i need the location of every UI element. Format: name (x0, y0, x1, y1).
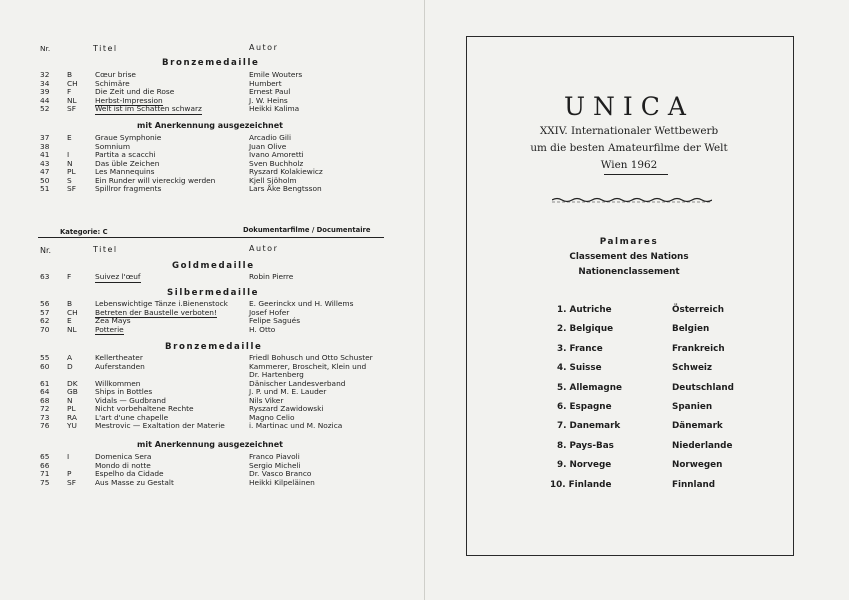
anerkennung-heading: mit Anerkennung ausgezeichnet (137, 121, 283, 130)
country-code: E (67, 316, 72, 325)
film-title: Willkommen (95, 378, 141, 388)
film-author: Kjell Sjöholm (249, 175, 297, 185)
country-code: CH (67, 78, 78, 88)
film-number: 50 (40, 175, 50, 185)
country-code: PL (67, 404, 76, 413)
col-header-nr: Nr. (40, 44, 51, 53)
film-number: 64 (40, 387, 50, 396)
rank-nation-de: Deutschland (672, 382, 734, 393)
category-label: Kategorie: C (60, 228, 108, 236)
film-number: 72 (40, 404, 50, 413)
film-title: Zea Mays (95, 316, 131, 325)
film-number: 52 (40, 104, 50, 113)
anerkennung-heading-2: mit Anerkennung ausgezeichnet (137, 440, 283, 449)
film-title: Kellertheater (95, 353, 143, 362)
film-author: Ernest Paul (249, 87, 291, 96)
film-author: Dr. Hartenberg (249, 370, 304, 379)
film-number: 68 (40, 395, 50, 405)
country-code: N (67, 395, 73, 405)
film-title: Suivez l'œuf (95, 272, 141, 281)
film-author: Juan Olive (249, 141, 287, 151)
film-author: Friedl Bohusch und Otto Schuster (249, 353, 373, 362)
country-code: CH (67, 307, 78, 317)
country-code: SF (67, 477, 76, 487)
film-number: 66 (40, 460, 50, 470)
rank-nation-fr: 5. Allemagne (557, 382, 622, 393)
award-heading-bronze: Bronzemedaille (162, 58, 260, 68)
palmares-heading: Palmares (599, 237, 659, 247)
film-author: E. Geerinckx und H. Willems (249, 299, 354, 308)
film-number: 43 (40, 158, 50, 168)
col-header-autor-2: Autor (249, 244, 279, 253)
film-author: H. Otto (249, 324, 276, 334)
rank-nation-fr: 9. Norvege (557, 460, 612, 471)
film-title: Les Mannequins (95, 167, 155, 176)
film-number: 38 (40, 141, 50, 151)
rank-nation-fr: 7. Danemark (557, 421, 621, 432)
rank-nation-fr: 1. Autriche (557, 305, 612, 315)
film-title: Das üble Zeichen (95, 158, 160, 168)
palmares-subheading-fr: Classement des Nations (569, 252, 689, 262)
film-title: Betreten der Baustelle verboten! (95, 307, 217, 317)
film-author: Dr. Vasco Branco (249, 469, 312, 478)
film-author: Arcadio Gili (249, 133, 292, 142)
film-author: Nils Viker (249, 395, 284, 405)
film-title: Ships in Bottles (95, 387, 153, 396)
country-code: I (67, 452, 70, 461)
country-code: PL (67, 167, 76, 176)
rank-nation-de: Schweiz (672, 363, 713, 374)
film-number: 75 (40, 477, 50, 487)
film-number: 60 (40, 361, 50, 371)
col-header-titel: Titel (93, 44, 118, 53)
film-number: 32 (40, 70, 50, 79)
film-author: Josef Hofer (249, 307, 290, 317)
country-code: F (67, 272, 72, 281)
category-rule (38, 237, 384, 238)
film-author: Robin Pierre (249, 272, 294, 281)
unica-title: UNICA (563, 92, 694, 121)
rank-nation-de: Dänemark (672, 421, 723, 432)
film-title: Auferstanden (95, 361, 145, 371)
rank-nation-fr: 4. Suisse (557, 363, 602, 374)
film-author: Magno Celio (249, 412, 295, 422)
rank-nation-fr: 8. Pays-Bas (557, 440, 614, 451)
film-author: Kammerer, Broscheit, Klein und (249, 361, 367, 371)
film-title: Nicht vorbehaltene Rechte (95, 404, 194, 413)
country-code: N (67, 158, 73, 168)
film-number: 57 (40, 307, 50, 317)
award-heading-silver: Silbermedaille (167, 288, 260, 298)
country-code: NL (67, 324, 77, 334)
film-number: 65 (40, 452, 50, 461)
film-number: 76 (40, 421, 50, 430)
country-code: I (67, 150, 70, 159)
film-number: 70 (40, 324, 50, 334)
film-author: Humbert (249, 78, 282, 88)
rank-nation-de: Finnland (672, 479, 716, 490)
film-author: Felipe Sagués (249, 316, 301, 325)
rank-nation-de: Frankreich (672, 343, 725, 354)
country-code: B (67, 70, 73, 79)
category-name: Dokumentarfilme / Documentaire (243, 226, 371, 234)
film-title: Espelho da Cidade (95, 469, 164, 478)
country-code: P (67, 469, 72, 478)
film-author: Dänischer Landesverband (249, 378, 346, 388)
film-author: Ryszard Zawidowski (249, 404, 324, 413)
country-code: D (67, 361, 73, 371)
film-author: Ivano Amoretti (249, 150, 304, 159)
film-number: 73 (40, 412, 50, 422)
film-title: Welt ist im Schatten schwarz (95, 104, 202, 113)
film-title: Potterie (95, 324, 124, 334)
film-title: Aus Masse zu Gestalt (95, 477, 174, 487)
film-title: Mestrovic — Exaltation der Materie (95, 421, 225, 430)
film-title: Spillror fragments (95, 184, 162, 193)
film-author: Franco Piavoli (249, 452, 300, 461)
rank-nation-fr: 2. Belgique (557, 324, 614, 335)
col-header-autor: Autor (249, 43, 279, 52)
film-author: J. P. und M. E. Lauder (249, 387, 327, 396)
film-number: 44 (40, 95, 50, 105)
film-number: 34 (40, 78, 50, 88)
film-author: Emile Wouters (249, 70, 303, 79)
col-header-nr-2: Nr. (40, 246, 52, 255)
film-author: Lars Åke Bengtsson (249, 184, 322, 193)
country-code: A (67, 353, 73, 362)
film-title: Mondo di notte (95, 460, 151, 470)
subtitle-line2: um die besten Amateurfilme der Welt (530, 142, 728, 154)
rank-nation-de: Niederlande (672, 440, 733, 451)
country-code: S (67, 175, 72, 185)
film-number: 37 (40, 133, 50, 142)
country-code: SF (67, 104, 76, 113)
film-title: Lebenswichtige Tänze i.Bienenstock (95, 299, 228, 308)
rank-nation-de: Belgien (672, 324, 710, 335)
award-heading-gold: Goldmedaille (172, 261, 255, 271)
film-title: Die Zeit und die Rose (95, 87, 175, 96)
rank-nation-fr: 6. Espagne (557, 402, 612, 412)
film-title: L'art d'une chapelle (95, 412, 169, 422)
country-code: RA (67, 412, 77, 422)
film-title: Somnium (95, 141, 131, 151)
country-code: F (67, 87, 72, 96)
country-code: B (67, 299, 73, 308)
country-code: YU (67, 421, 77, 430)
country-code: NL (67, 95, 77, 105)
film-number: 51 (40, 184, 50, 193)
film-number: 56 (40, 299, 50, 308)
award-heading-bronze-2: Bronzemedaille (165, 342, 263, 352)
rank-nation-de: Österreich (672, 305, 725, 315)
film-title: Schimäre (95, 78, 130, 88)
page-fold (424, 0, 425, 600)
film-author: J. W. Heins (249, 95, 288, 105)
film-title: Herbst-Impression (95, 95, 163, 105)
rank-nation-fr: 10. Finlande (550, 479, 612, 490)
film-author: Heikki Kilpeläinen (249, 477, 315, 487)
film-title: Graue Symphonie (95, 133, 162, 142)
rank-nation-fr: 3. France (557, 343, 603, 354)
film-number: 61 (40, 378, 50, 388)
year-underline (604, 174, 668, 175)
country-code: E (67, 133, 72, 142)
film-number: 55 (40, 353, 50, 362)
film-author: Heikki Kalima (249, 104, 300, 113)
palmares-subheading-de: Nationenclassement (578, 267, 680, 277)
film-author: Sven Buchholz (249, 158, 304, 168)
film-title: Cœur brise (95, 70, 136, 79)
col-header-titel-2: Titel (93, 245, 118, 254)
rank-nation-de: Spanien (672, 402, 713, 412)
ornament-rule (552, 196, 712, 206)
film-number: 71 (40, 469, 50, 478)
country-code: DK (67, 378, 78, 388)
film-title: Domenica Sera (95, 452, 152, 461)
film-number: 41 (40, 150, 50, 159)
film-number: 47 (40, 167, 50, 176)
film-title: Partita a scacchi (95, 150, 156, 159)
rank-nation-de: Norwegen (672, 460, 723, 471)
subtitle-line3: Wien 1962 (600, 159, 658, 171)
country-code: GB (67, 387, 78, 396)
country-code: SF (67, 184, 76, 193)
film-number: 39 (40, 87, 50, 96)
film-author: Ryszard Kolakiewicz (249, 167, 323, 176)
film-title: Ein Runder will viereckig werden (95, 175, 216, 185)
film-author: Sergio Micheli (249, 460, 301, 470)
film-title: Vidals — Gudbrand (95, 395, 166, 405)
film-number: 63 (40, 272, 50, 281)
film-author: i. Martinac und M. Nozica (249, 421, 343, 430)
film-number: 62 (40, 316, 50, 325)
subtitle-line1: XXIV. Internationaler Wettbewerb (539, 125, 719, 137)
